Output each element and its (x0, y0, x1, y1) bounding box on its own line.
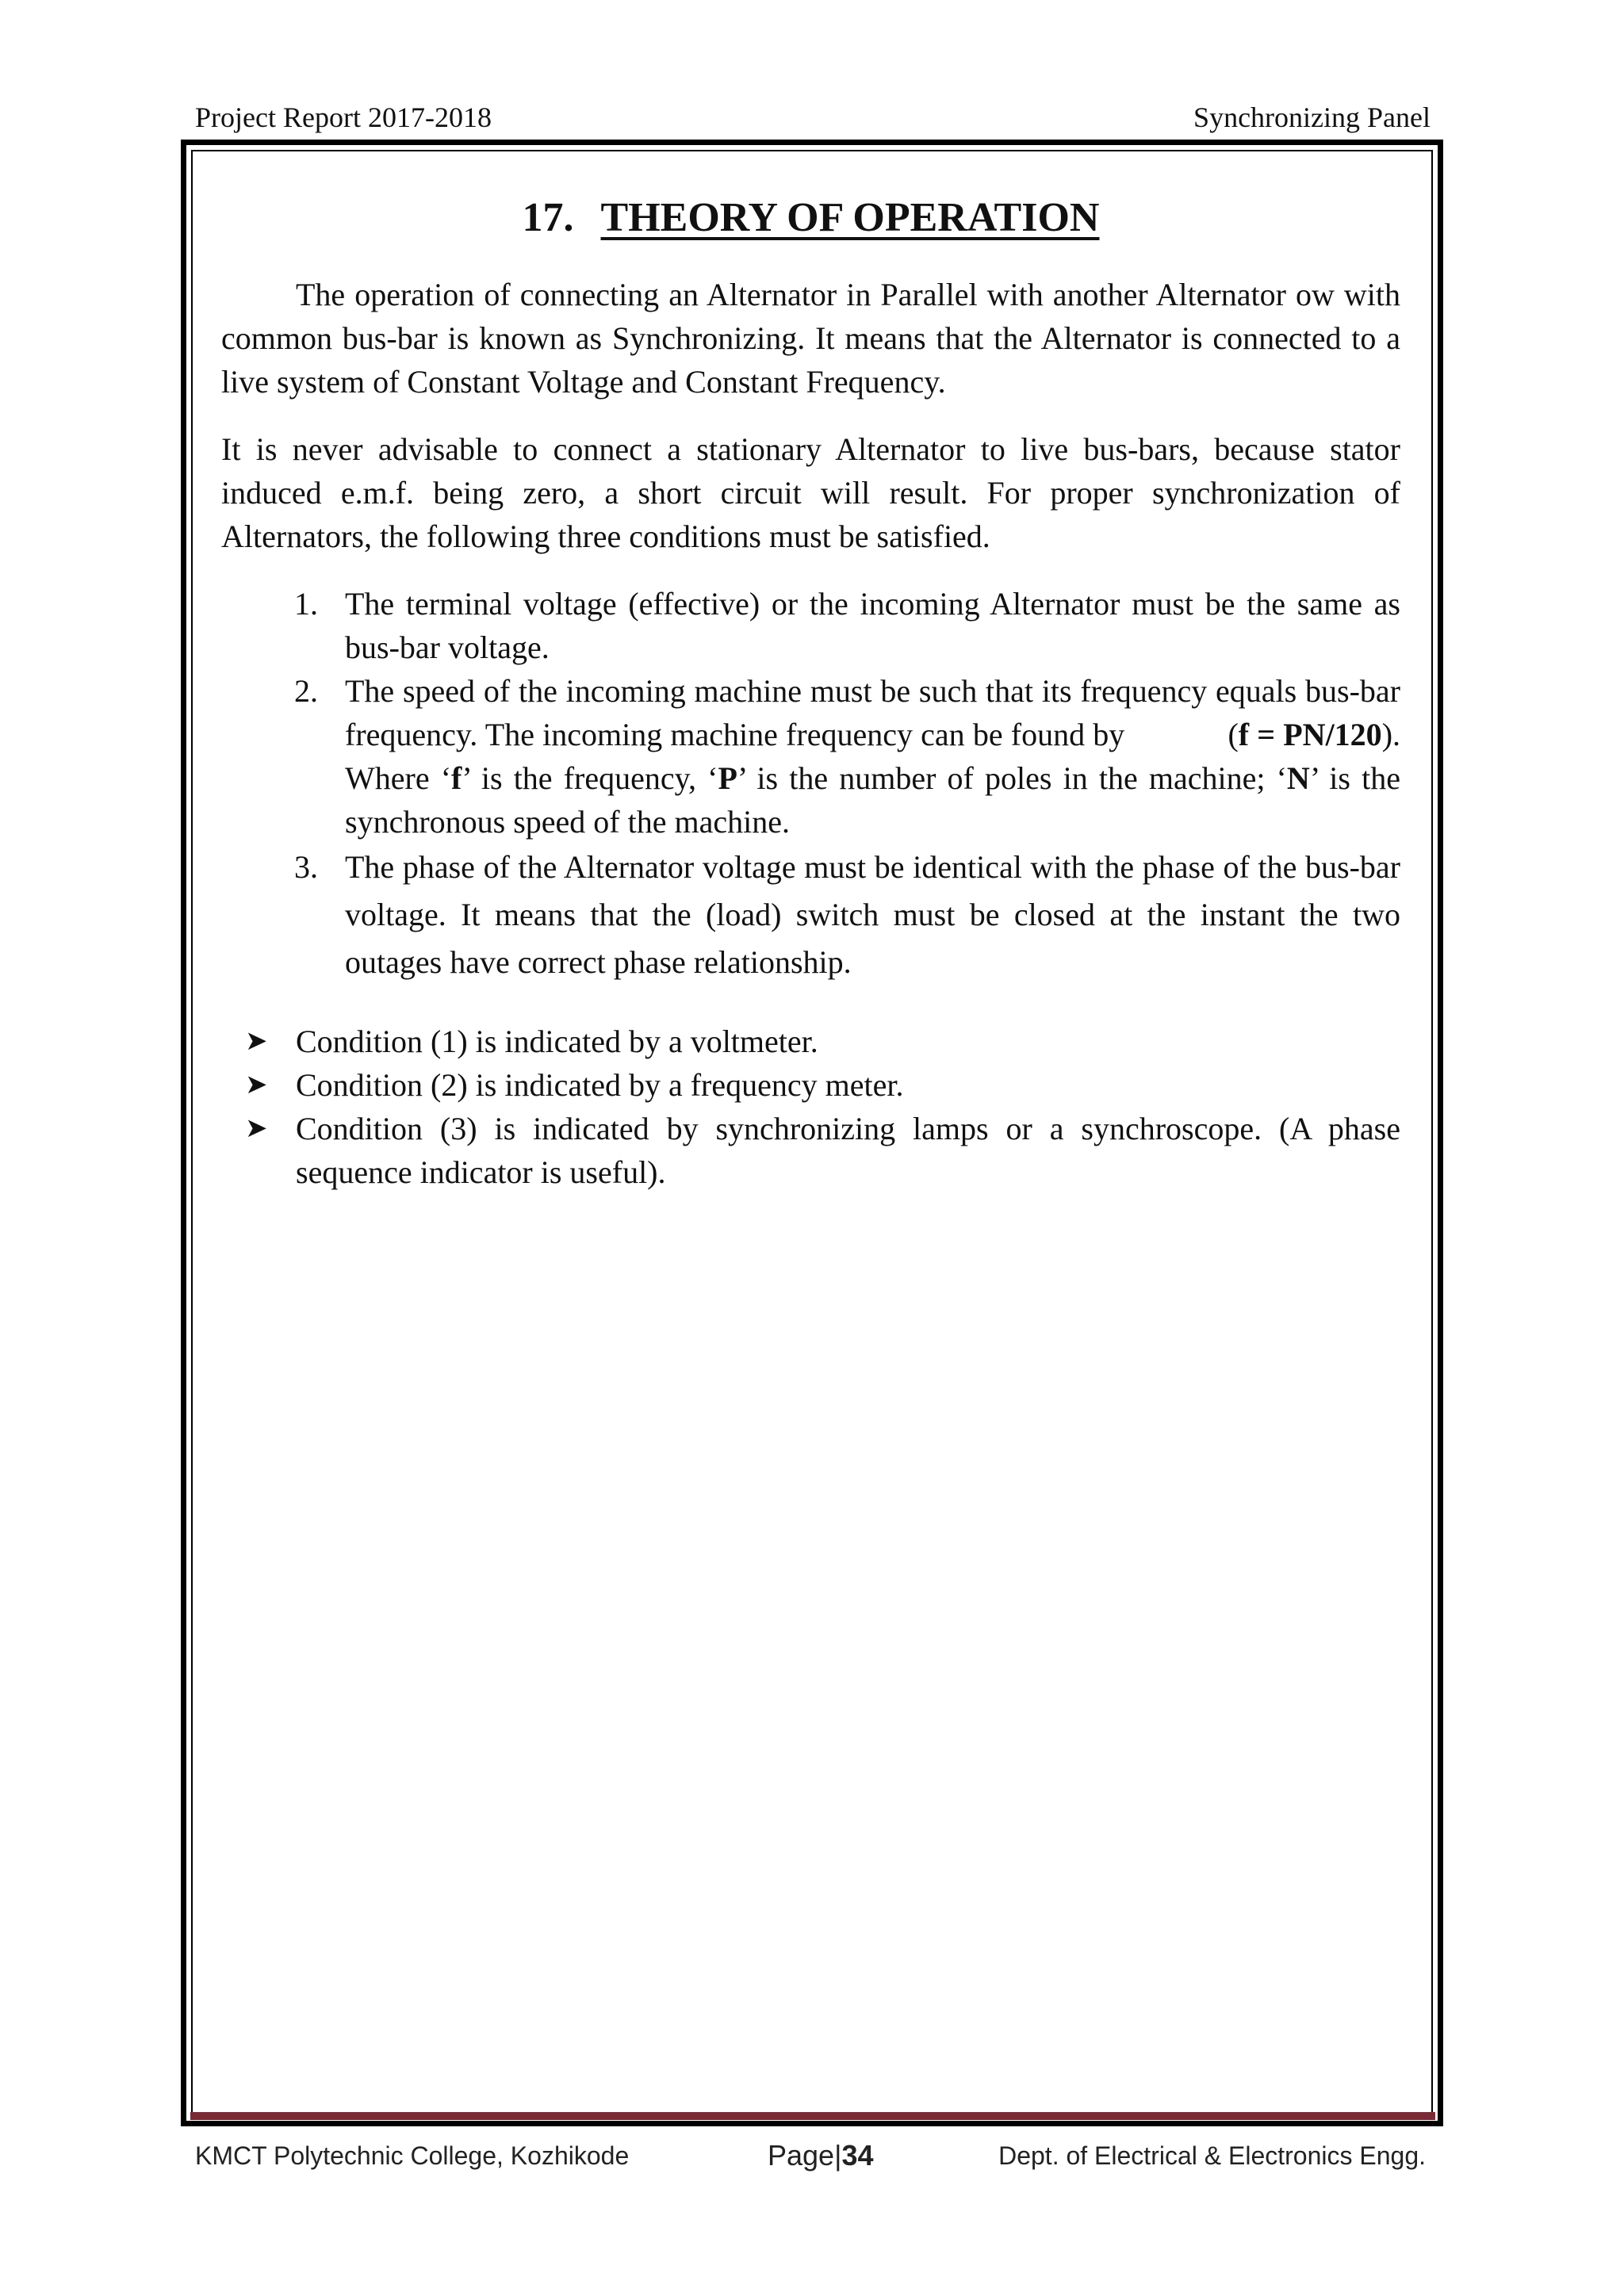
conditions-list (221, 582, 1400, 986)
frequency-formula: f = PN/120 (1238, 717, 1382, 752)
indication-text: Condition (3) is indicated by synchronizing lamps or a synchroscope. (A phase sequence indicator is useful). (296, 1111, 1400, 1190)
condition-text-part: ’ is the number of poles in the machine; ‘ (737, 760, 1287, 796)
condition-text: The terminal voltage (effective) or the incoming Alternator must be the same as bus-bar voltage. (345, 586, 1400, 665)
section-heading (221, 190, 1400, 246)
page-header (195, 94, 1431, 141)
footer-rule (190, 2112, 1435, 2120)
condition-item-2 (294, 669, 1401, 844)
section-title: THEORY OF OPERATION (600, 195, 1100, 240)
arrowhead-bullet-icon: ➤ (245, 1069, 268, 1100)
condition-text-part: ’ is the frequency, ‘ (462, 760, 718, 796)
header-project-report: Project Report 2017-2018 (195, 101, 492, 133)
indication-text: Condition (2) is indicated by a frequency meter. (296, 1067, 904, 1103)
page-label: Page| (768, 2139, 842, 2172)
condition-text: The speed of the incoming machine must be such that its frequency equals bus-bar frequency. The incoming machine frequency can be found by (345, 673, 1400, 752)
condition-item-1 (294, 582, 1400, 669)
footer-department: Dept. of Electrical & Electronics Engg. (998, 2141, 1426, 2170)
condition-text: The phase of the Alternator voltage must be identical with the phase of the bus-bar voltage. It means that the (load) switch must be closed at the instant the two outages have correct phase relationship. (345, 849, 1400, 980)
condition-text-part: ). Where ‘ (345, 717, 1401, 796)
intro-paragraph: The operation of connecting an Alternator in Parallel with another Alternator ow with common bus-bar is known as Synchronizing. It means that the Alternator is connected to a live system of Constant Voltage and Constant Frequency. (221, 277, 1400, 400)
condition-item-3 (294, 844, 1400, 986)
page-content (221, 190, 1400, 1194)
header-panel-title: Synchronizing Panel (1193, 101, 1431, 133)
arrowhead-bullet-icon: ➤ (245, 1025, 268, 1057)
list-number: 2. (294, 673, 318, 709)
indication-item-1 (245, 1020, 1400, 1063)
symbol-f: f (451, 760, 462, 796)
condition-text-part: ’ is the synchronous speed of the machine. (345, 760, 1400, 840)
footer-page (768, 2136, 873, 2175)
indication-text: Condition (1) is indicated by a voltmeter. (296, 1024, 818, 1059)
page-number: 34 (841, 2139, 874, 2172)
section-number: 17. (522, 195, 574, 240)
advisory-paragraph: It is never advisable to connect a stationary Alternator to live bus-bars, because stator induced e.m.f. being zero, a short circuit will result. For proper synchronization of Alternators, the following three conditions must be satisfied. (221, 431, 1400, 554)
footer-college: KMCT Polytechnic College, Kozhikode (195, 2141, 630, 2170)
list-number: 3. (294, 849, 318, 885)
indication-list (221, 1020, 1400, 1194)
arrowhead-bullet-icon: ➤ (245, 1112, 268, 1144)
symbol-n: N (1286, 760, 1310, 796)
page-footer (195, 2136, 1426, 2175)
list-number: 1. (294, 586, 318, 622)
formula-paren: ( (1228, 717, 1239, 752)
symbol-p: P (718, 760, 737, 796)
indication-item-2 (245, 1063, 1400, 1107)
indication-item-3 (245, 1107, 1400, 1194)
